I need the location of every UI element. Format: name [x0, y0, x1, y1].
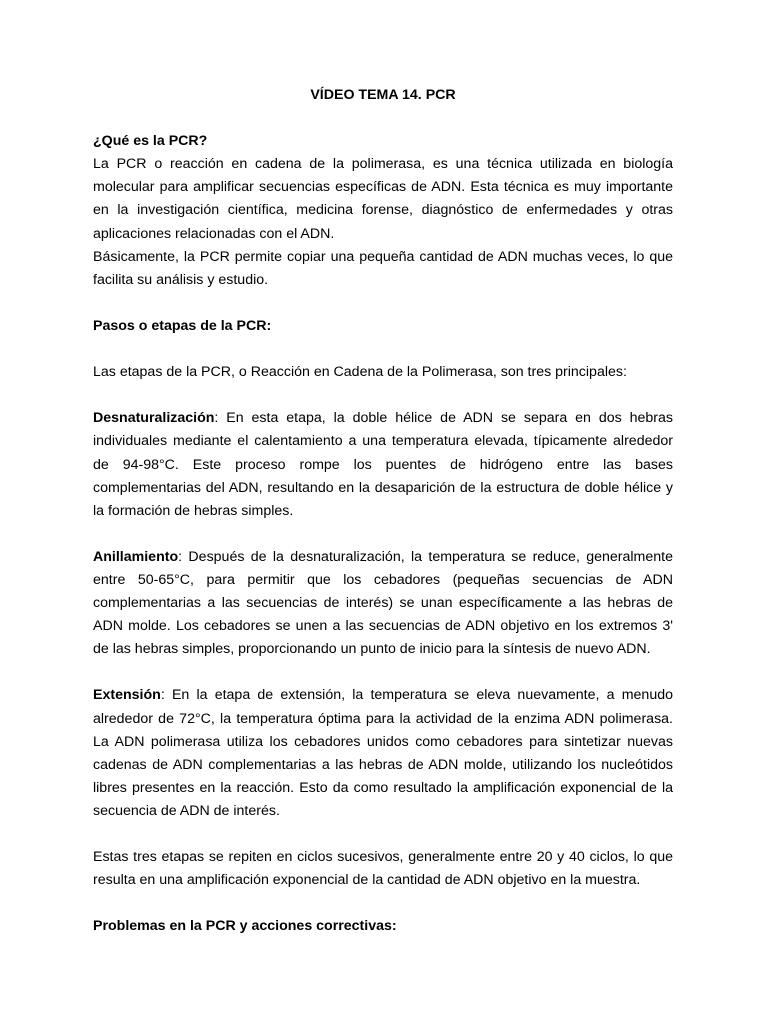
- step-term-denaturation: Desnaturalización: [93, 410, 215, 427]
- paragraph-steps-intro: Las etapas de la PCR, o Reacción en Cadena de la Polimerasa, son tres principales:: [93, 364, 627, 381]
- section-heading-what-is-pcr: ¿Qué es la PCR?: [93, 133, 208, 150]
- step-text-extension: : En la etapa de extensión, la temperatura se eleva nuevamente, a menudo alrededor de 72°C, la temperatura óptima para la actividad de la enzima ADN polimerasa. La ADN polimerasa utiliza los cebadores unidos como cebadores para sintetizar nuevas cadenas de ADN complementarias a las hebras de ADN molde, utilizando los nucleótidos libres presentes en la reacción. Esto da como resultado la amplificación exponencial de la secuencia de ADN de interés.: [93, 687, 673, 819]
- section-heading-problems: Problemas en la PCR y acciones correctivas:: [93, 918, 397, 935]
- step-text-annealing: : Después de la desnaturalización, la temperatura se reduce, generalmente entre 50-65°C, para permitir que los cebadores (pequeñas secuencias de ADN complementarias a las secuencias de interés) se unan específicamente a las hebras de ADN molde. Los cebadores se unen a las secuencias de ADN objetivo en los extremos 3' de las hebras simples, proporcionando un punto de inicio para la síntesis de nuevo ADN.: [93, 548, 673, 658]
- paragraph-pcr-definition: La PCR o reacción en cadena de la polimerasa, es una técnica utilizada en biología molecular para amplificar secuencias específicas de ADN. Esta técnica es muy importante en la investigación científica, medicina forense, diagnóstico de enfermedades y otras aplicaciones relacionadas con el ADN.: [93, 156, 673, 242]
- step-term-extension: Extensión: [93, 687, 161, 704]
- section-heading-pcr-steps: Pasos o etapas de la PCR:: [93, 317, 272, 334]
- step-text-denaturation: : En esta etapa, la doble hélice de ADN se separa en dos hebras individuales mediante el calentamiento a una temperatura elevada, típicamente alrededor de 94-98°C. Este proceso rompe los puentes de hidrógeno entre las bases complementarias del ADN, resultando en la desaparición de la estructura de doble hélice y la formación de hebras simples.: [93, 410, 673, 519]
- paragraph-step-extension: [93, 684, 673, 823]
- paragraph-step-denaturation: [93, 407, 673, 522]
- paragraph-pcr-summary: Básicamente, la PCR permite copiar una pequeña cantidad de ADN muchas veces, lo que facilita su análisis y estudio.: [93, 248, 673, 288]
- paragraph-cycles-summary: Estas tres etapas se repiten en ciclos sucesivos, generalmente entre 20 y 40 ciclos, lo que resulta en una amplificación exponencial de la cantidad de ADN objetivo en la muestra.: [93, 849, 673, 889]
- document-page: [93, 84, 673, 938]
- step-term-annealing: Anillamiento: [93, 548, 179, 565]
- paragraph-step-annealing: [93, 546, 673, 661]
- document-title: VÍDEO TEMA 14. PCR: [310, 87, 456, 103]
